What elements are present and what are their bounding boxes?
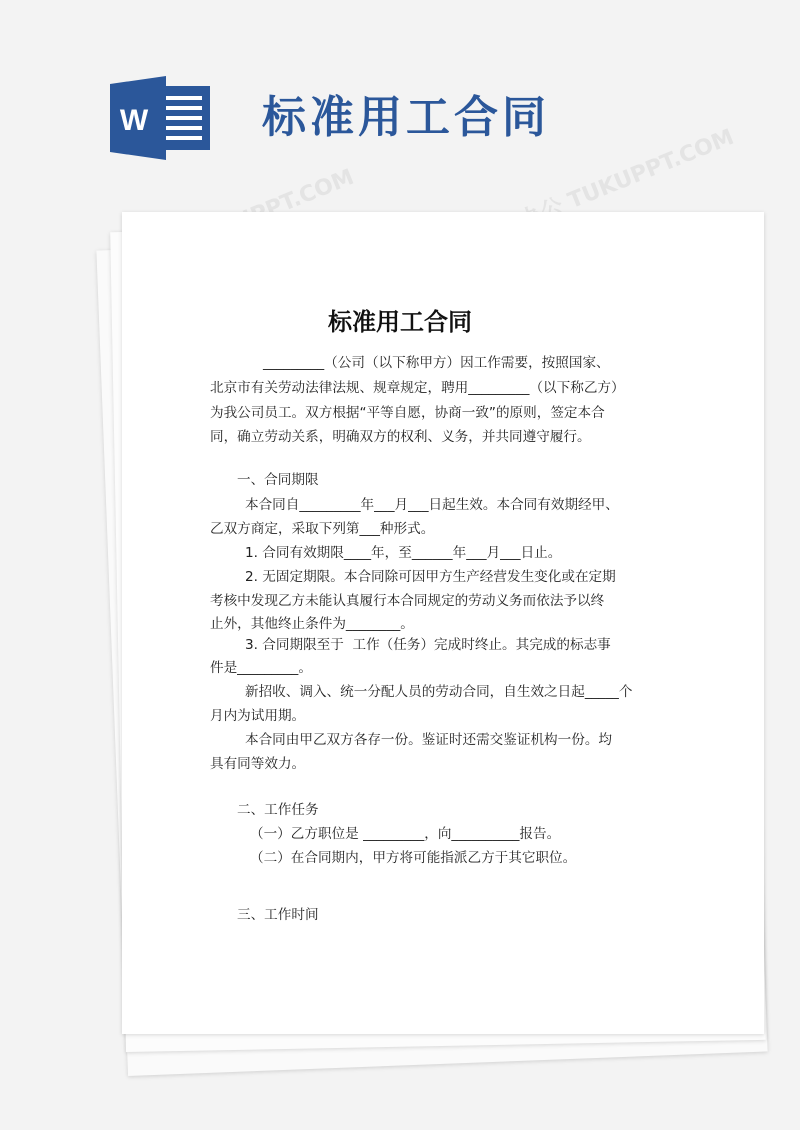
document-title: 标准用工合同 [328,308,472,336]
paragraph-line: 为我公司员工。双方根据“平等自愿，协商一致”的原则，签定本合 [210,405,605,421]
paragraph-line: （二）在合同期内，甲方将可能指派乙方于其它职位。 [250,850,577,866]
paragraph-line: 2. 无固定期限。本合同除可因甲方生产经营发生变化或在定期 [245,569,616,585]
watermark: 熊猫办公 TUKUPPT.COM [475,124,738,250]
paragraph-line: 1. 合同有效期限____年，至______年___月___日止。 [245,545,562,561]
paragraph-line: 止外，其他终止条件为________。 [210,616,414,632]
paragraph-line: 同，确立劳动关系，明确双方的权利、义务，并共同遵守履行。 [210,429,591,445]
paragraph-line: 件是_________。 [210,660,312,676]
paragraph-line: 具有同等效力。 [210,756,306,772]
paragraph-line: _________（公司（以下称甲方）因工作需要，按照国家、 [263,355,610,371]
word-logo-icon [110,76,214,160]
paragraph-line: 新招收、调入、统一分配人员的劳动合同，自生效之日起_____个 [245,684,633,700]
svg-text:W: W [119,104,149,137]
paragraph-line: （一）乙方职位是 _________，向__________报告。 [250,826,561,842]
paragraph-line: 乙双方商定，采取下列第___种形式。 [210,521,435,537]
watermark: TUKUPPT.COM [184,164,358,255]
banner-title: 标准用工合同 [262,92,550,143]
paragraph-line: 本合同由甲乙双方各存一份。鉴证时还需交鉴证机构一份。均 [245,732,613,748]
section-heading: 三、工作时间 [237,907,319,923]
section-heading: 一、合同期限 [237,472,319,488]
paragraph-line: 3. 合同期限至于 工作（任务）完成时终止。其完成的标志事 [245,637,611,653]
section-heading: 二、工作任务 [237,802,319,818]
paragraph-line: 月内为试用期。 [210,708,306,724]
paragraph-line: 考核中发现乙方未能认真履行本合同规定的劳动义务而依法予以终 [210,593,605,609]
paragraph-line: 北京市有关劳动法律法规、规章规定，聘用_________（以下称乙方） [210,380,625,396]
paragraph-line: 本合同自_________年___月___日起生效。本合同有效期经甲、 [245,497,619,513]
